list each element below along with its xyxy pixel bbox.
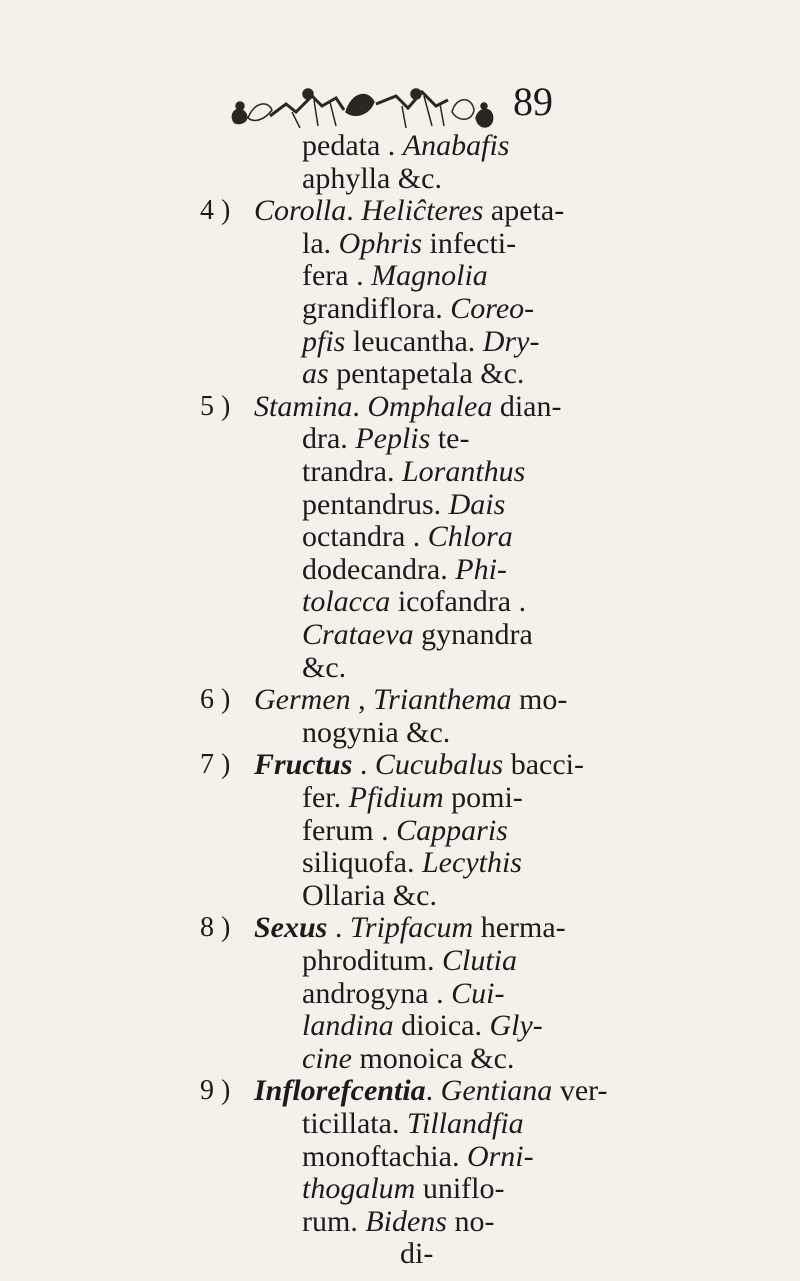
text-line: Inflorefcentia. Gentiana ver- — [254, 1074, 608, 1108]
text-line: dodecandra. Phi- — [302, 552, 507, 586]
text-line: trandra. Loranthus — [302, 455, 526, 488]
text-line: Crataeva gynandra — [302, 618, 533, 651]
text-line: Corolla. Heliĉteres apeta- — [254, 194, 565, 228]
text-line: fera . Magnolia — [302, 259, 488, 293]
text-line: octandra . Chlora — [302, 520, 513, 554]
text-line: Stamina. Omphalea dian- — [254, 389, 562, 423]
text-line: monoftachia. Orni- — [302, 1139, 534, 1173]
item-number: 9 ) — [200, 1075, 231, 1107]
text-line: as pentapetala &c. — [302, 357, 525, 391]
text-line: androgyna . Cui- — [302, 976, 505, 1010]
text-line: &c. — [302, 650, 347, 684]
text-line: landina dioica. Gly- — [302, 1009, 543, 1043]
page-number: 89 — [513, 79, 553, 124]
text-line: la. Ophris infecti- — [302, 226, 517, 260]
text-line: siliquofa. Lecythis — [302, 846, 522, 880]
item-number: 5 ) — [200, 390, 231, 422]
text-line: di- — [400, 1237, 434, 1271]
text-line: Fructus . Cucubalus bacci- — [254, 748, 585, 782]
text-line: dra. Peplis te- — [302, 422, 470, 456]
text-line: thogalum uniflo- — [302, 1172, 505, 1206]
item-number: 7 ) — [200, 749, 231, 781]
text-line: grandiflora. Coreo- — [302, 292, 535, 325]
text-line: pentandrus. Dais — [302, 487, 506, 521]
text-line: nogynia &c. — [302, 715, 451, 749]
text-line: aphylla &c. — [302, 161, 442, 195]
text-line: rum. Bidens no- — [302, 1204, 495, 1238]
text-line: ticillata. Tillandfia — [302, 1107, 524, 1140]
text-line: pfis leucantha. Dry- — [302, 324, 540, 358]
text-line: Germen , Trianthema mo- — [254, 683, 568, 717]
text-line: pedata . Anabafis — [302, 129, 510, 162]
item-number: 8 ) — [200, 912, 231, 944]
text-line: fer. Pfidium pomi- — [302, 781, 523, 814]
item-number: 6 ) — [200, 684, 231, 716]
text-line: ferum . Capparis — [302, 813, 508, 847]
text-line: Sexus . Tripfacum herma- — [254, 911, 566, 945]
text-line: cine monoica &c. — [302, 1041, 515, 1075]
text-line: phroditum. Clutia — [302, 944, 518, 977]
text-line: Ollaria &c. — [302, 878, 437, 912]
text-line: tolacca icofandra . — [302, 585, 527, 619]
item-number: 4 ) — [200, 195, 231, 227]
